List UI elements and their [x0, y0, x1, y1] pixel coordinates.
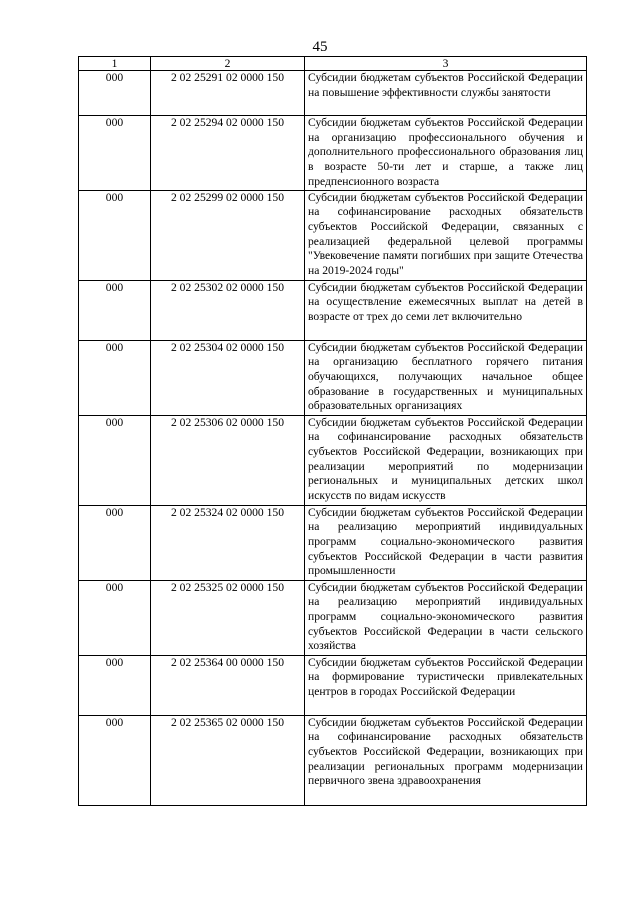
admin-code-cell: 000 — [79, 415, 151, 505]
income-description-cell: Субсидии бюджетам субъектов Российской Федерации на реализацию мероприятий индивидуальных программ социально-экономического развития субъектов Российской Федерации в части развития промышленности — [305, 505, 587, 580]
budget-classification-code-cell: 2 02 25325 02 0000 150 — [151, 580, 305, 655]
budget-classification-code-cell: 2 02 25324 02 0000 150 — [151, 505, 305, 580]
income-description-cell: Субсидии бюджетам субъектов Российской Федерации на софинансирование расходных обязательств субъектов Российской Федерации, связанных с реализацией федеральной целевой программы "Увековечение памяти погибших при защите Отечества на 2019-2024 годы" — [305, 190, 587, 280]
table-row — [79, 71, 587, 116]
admin-code-cell: 000 — [79, 71, 151, 116]
table-row — [79, 715, 587, 805]
admin-code-cell: 000 — [79, 655, 151, 715]
column-header: 3 — [305, 57, 587, 71]
budget-classification-code-cell: 2 02 25304 02 0000 150 — [151, 340, 305, 415]
income-description-cell: Субсидии бюджетам субъектов Российской Федерации на повышение эффективности службы занятости — [305, 71, 587, 116]
table-row — [79, 655, 587, 715]
table-row — [79, 580, 587, 655]
income-description-cell: Субсидии бюджетам субъектов Российской Федерации на осуществление ежемесячных выплат на детей в возрасте от трех до семи лет включительно — [305, 280, 587, 340]
budget-classification-code-cell: 2 02 25306 02 0000 150 — [151, 415, 305, 505]
table-row — [79, 280, 587, 340]
budget-table — [78, 56, 587, 806]
income-description-cell: Субсидии бюджетам субъектов Российской Федерации на софинансирование расходных обязательств субъектов Российской Федерации, возникающих при реализации мероприятий по модернизации региональных и муниципальных детских школ искусств по видам искусств — [305, 415, 587, 505]
page-number: 45 — [312, 39, 328, 55]
income-description-cell: Субсидии бюджетам субъектов Российской Федерации на организацию профессионального обучения и дополнительного профессионального образования лиц в возрасте 50-ти лет и старше, а также лиц предпенсионного возраста — [305, 116, 587, 191]
income-description-cell: Субсидии бюджетам субъектов Российской Федерации на формирование туристически привлекательных центров в городах Российской Федерации — [305, 655, 587, 715]
budget-classification-code-cell: 2 02 25364 00 0000 150 — [151, 655, 305, 715]
admin-code-cell: 000 — [79, 280, 151, 340]
column-header: 1 — [79, 57, 151, 71]
column-header: 2 — [151, 57, 305, 71]
admin-code-cell: 000 — [79, 580, 151, 655]
admin-code-cell: 000 — [79, 340, 151, 415]
budget-classification-code-cell: 2 02 25294 02 0000 150 — [151, 116, 305, 191]
admin-code-cell: 000 — [79, 190, 151, 280]
income-description-cell: Субсидии бюджетам субъектов Российской Федерации на софинансирование расходных обязательств субъектов Российской Федерации, возникающих при реализации региональных программ модернизации первичного звена здравоохранения — [305, 715, 587, 805]
table-row — [79, 505, 587, 580]
admin-code-cell: 000 — [79, 505, 151, 580]
income-description-cell: Субсидии бюджетам субъектов Российской Федерации на организацию бесплатного горячего питания обучающихся, получающих начальное общее образование в государственных и муниципальных образовательных организациях — [305, 340, 587, 415]
budget-classification-code-cell: 2 02 25302 02 0000 150 — [151, 280, 305, 340]
admin-code-cell: 000 — [79, 715, 151, 805]
table-row — [79, 415, 587, 505]
budget-classification-code-cell: 2 02 25299 02 0000 150 — [151, 190, 305, 280]
budget-classification-code-cell: 2 02 25365 02 0000 150 — [151, 715, 305, 805]
table-row — [79, 340, 587, 415]
income-description-cell: Субсидии бюджетам субъектов Российской Федерации на реализацию мероприятий индивидуальных программ социально-экономического развития субъектов Российской Федерации в части сельского хозяйства — [305, 580, 587, 655]
admin-code-cell: 000 — [79, 116, 151, 191]
table-row — [79, 116, 587, 191]
table-header-row — [79, 57, 587, 71]
budget-classification-code-cell: 2 02 25291 02 0000 150 — [151, 71, 305, 116]
table-row — [79, 190, 587, 280]
